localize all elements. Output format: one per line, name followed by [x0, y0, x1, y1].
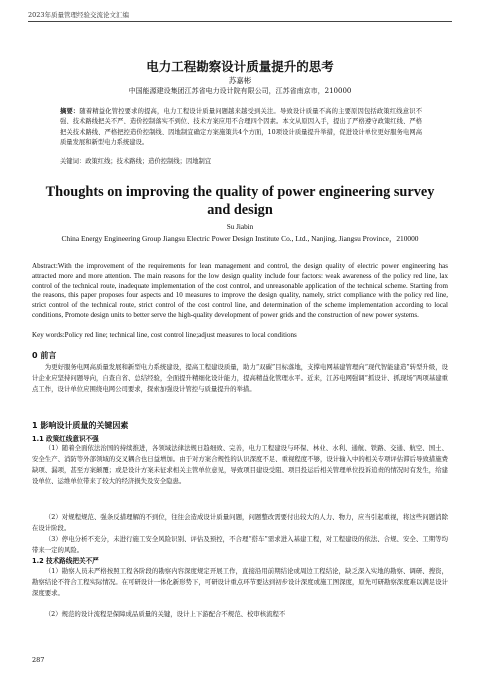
chinese-abstract-text: 随着精益化管控要求的提高，电力工程设计质量问题越来越受到关注。导致设计质量不高的主要原因包括政策红线意识不强、技术路线把关不严、造价控制落实不到位、技术方案应用不合理四个因素。本文从原因入手，提出了严格遵守政策红线、严格把关技术路线、严格把控造价控制线、因地制宜确定方案施策共4个方面，10项设计质量提升举措，促进设计单位更好服务电网高质量发展和新型电力系统建设。 — [60, 108, 423, 146]
chinese-author: 苏嘉彬 — [228, 76, 252, 85]
chinese-keywords-text: 政策红线；技术路线；造价控制线；因地制宜 — [85, 158, 212, 165]
subsection-1-1-paragraph-2: （2）对规程规范、强条反措理解的不到位，往往会造成设计质量问题，问题整改需要付出较大的人力、物力，应当引起重视，将这些问题消除在设计阶段。 — [32, 513, 448, 532]
subsection-1-2-paragraph-2: （2）规范的设计流程是保障成品质量的关键，设计上下游配合不规范、校审核流程不 — [44, 610, 286, 618]
chinese-abstract — [60, 107, 422, 148]
section-0-paragraph: 为更好服务电网高质量发展和新型电力系统建设，提高工程建设质量，助力“双碳”目标落地，支撑电网基建管理向“现代智能建造”转型升级，设计企业应坚持问题导向，自查自省、总结经验，全面提升精细化设计能力，提高精益化管理水平。近来，江苏电网强调“抓设计、抓现场”两项基建重点工作，设计单位应围绕电网公司要求，探索加强设计管控与质量提升的举措。 — [32, 363, 448, 393]
subsection-1-2-heading: 1.2 技术路线把关不严 — [32, 557, 99, 565]
english-abstract: Abstract:With the improvement of the requirements for lean management and control, the design quality of electric power engineering has attracted more and more attention. The main reasons for the low design quality include four factors: weak awareness of the policy red line, lax control of the technical route, inadequate implementation of the cost control, and unreasonable application of the technical scheme. Starting from the reasons, this paper proposes four aspects and 10 measures to improve the design quality, namely, strict compliance with the policy red line, strict control of the technical route, strict control of the cost control line, and determination of the scheme implementation according to local conditions, Promote design units to better serve the high-quality development of power grids and the construction of new power systems. — [32, 262, 448, 319]
header-rule — [28, 21, 452, 22]
english-affiliation: China Energy Engineering Group Jiangsu Electric Power Design Institute Co., Ltd., Nanjing, Jiangsu Province，210000 — [61, 234, 419, 243]
section-0-heading: 0 前言 — [32, 351, 57, 360]
english-title: Thoughts on improving the quality of power engineering survey and design — [45, 184, 435, 218]
subsection-1-1-paragraph-3: （3）停电分析不充分，未进行施工安全风险识别、评估及预控，不合理“搭车”需求进入基建工程，对工程建设的依法、合规、安全、工期等均带来一定的风险。 — [32, 535, 448, 554]
chinese-abstract-label: 摘要： — [60, 108, 80, 115]
chinese-keywords — [60, 157, 422, 167]
subsection-1-1-heading: 1.1 政策红线意识不强 — [32, 435, 99, 443]
page-number: 287 — [32, 656, 45, 664]
subsection-1-1-paragraph-1: （1）随着全面依法治国的持续推进，各领域法律法规日趋细致、完善，电力工程建设与环保、林业、水利、通航、铁路、交通、航空、国土、安全生产、消防等外部领域的交叉耦合也日益增加。由于对方案合规性的认识深度不足、重视程度不够，设计输入中的相关专项评估滞后导致措施费缺项、漏项，甚至方案颠覆；或是设计方案未征求相关主管单位意见，导致项目建设受阻、项目投运后相关管理单位投诉追责的情况时有发生，给建设单位、运维单位带来了较大的经济损失及安全隐患。 — [32, 444, 448, 485]
english-keywords: Key words:Policy red line; technical line, cost control line;adjust measures to local conditions — [32, 331, 297, 339]
chinese-keywords-label: 关键词： — [60, 158, 86, 165]
english-author: Su Jiabin — [226, 223, 254, 231]
chinese-affiliation: 中国能源建设集团江苏省电力设计院有限公司，江苏省南京市，210000 — [128, 87, 352, 95]
running-head: 2023年质量管理经验交流论文汇编 — [28, 11, 130, 19]
chinese-title: 电力工程勘察设计质量提升的思考 — [146, 59, 334, 74]
section-1-heading: 1 影响设计质量的关键因素 — [32, 421, 129, 430]
subsection-1-2-paragraph-1: （1）勘察人员未严格按照工程各阶段的勘察内容深度规定开展工作，直接沿用前期结论或周边工程结论，缺乏深入实地的勘察、调研、搜资，勘察结论不符合工程实际情况。在可研设计一体化新形势下，可研设计重点环节要达到初步设计深度或施工图深度，原先可研勘察深度难以满足设计深度要求。 — [32, 567, 448, 597]
